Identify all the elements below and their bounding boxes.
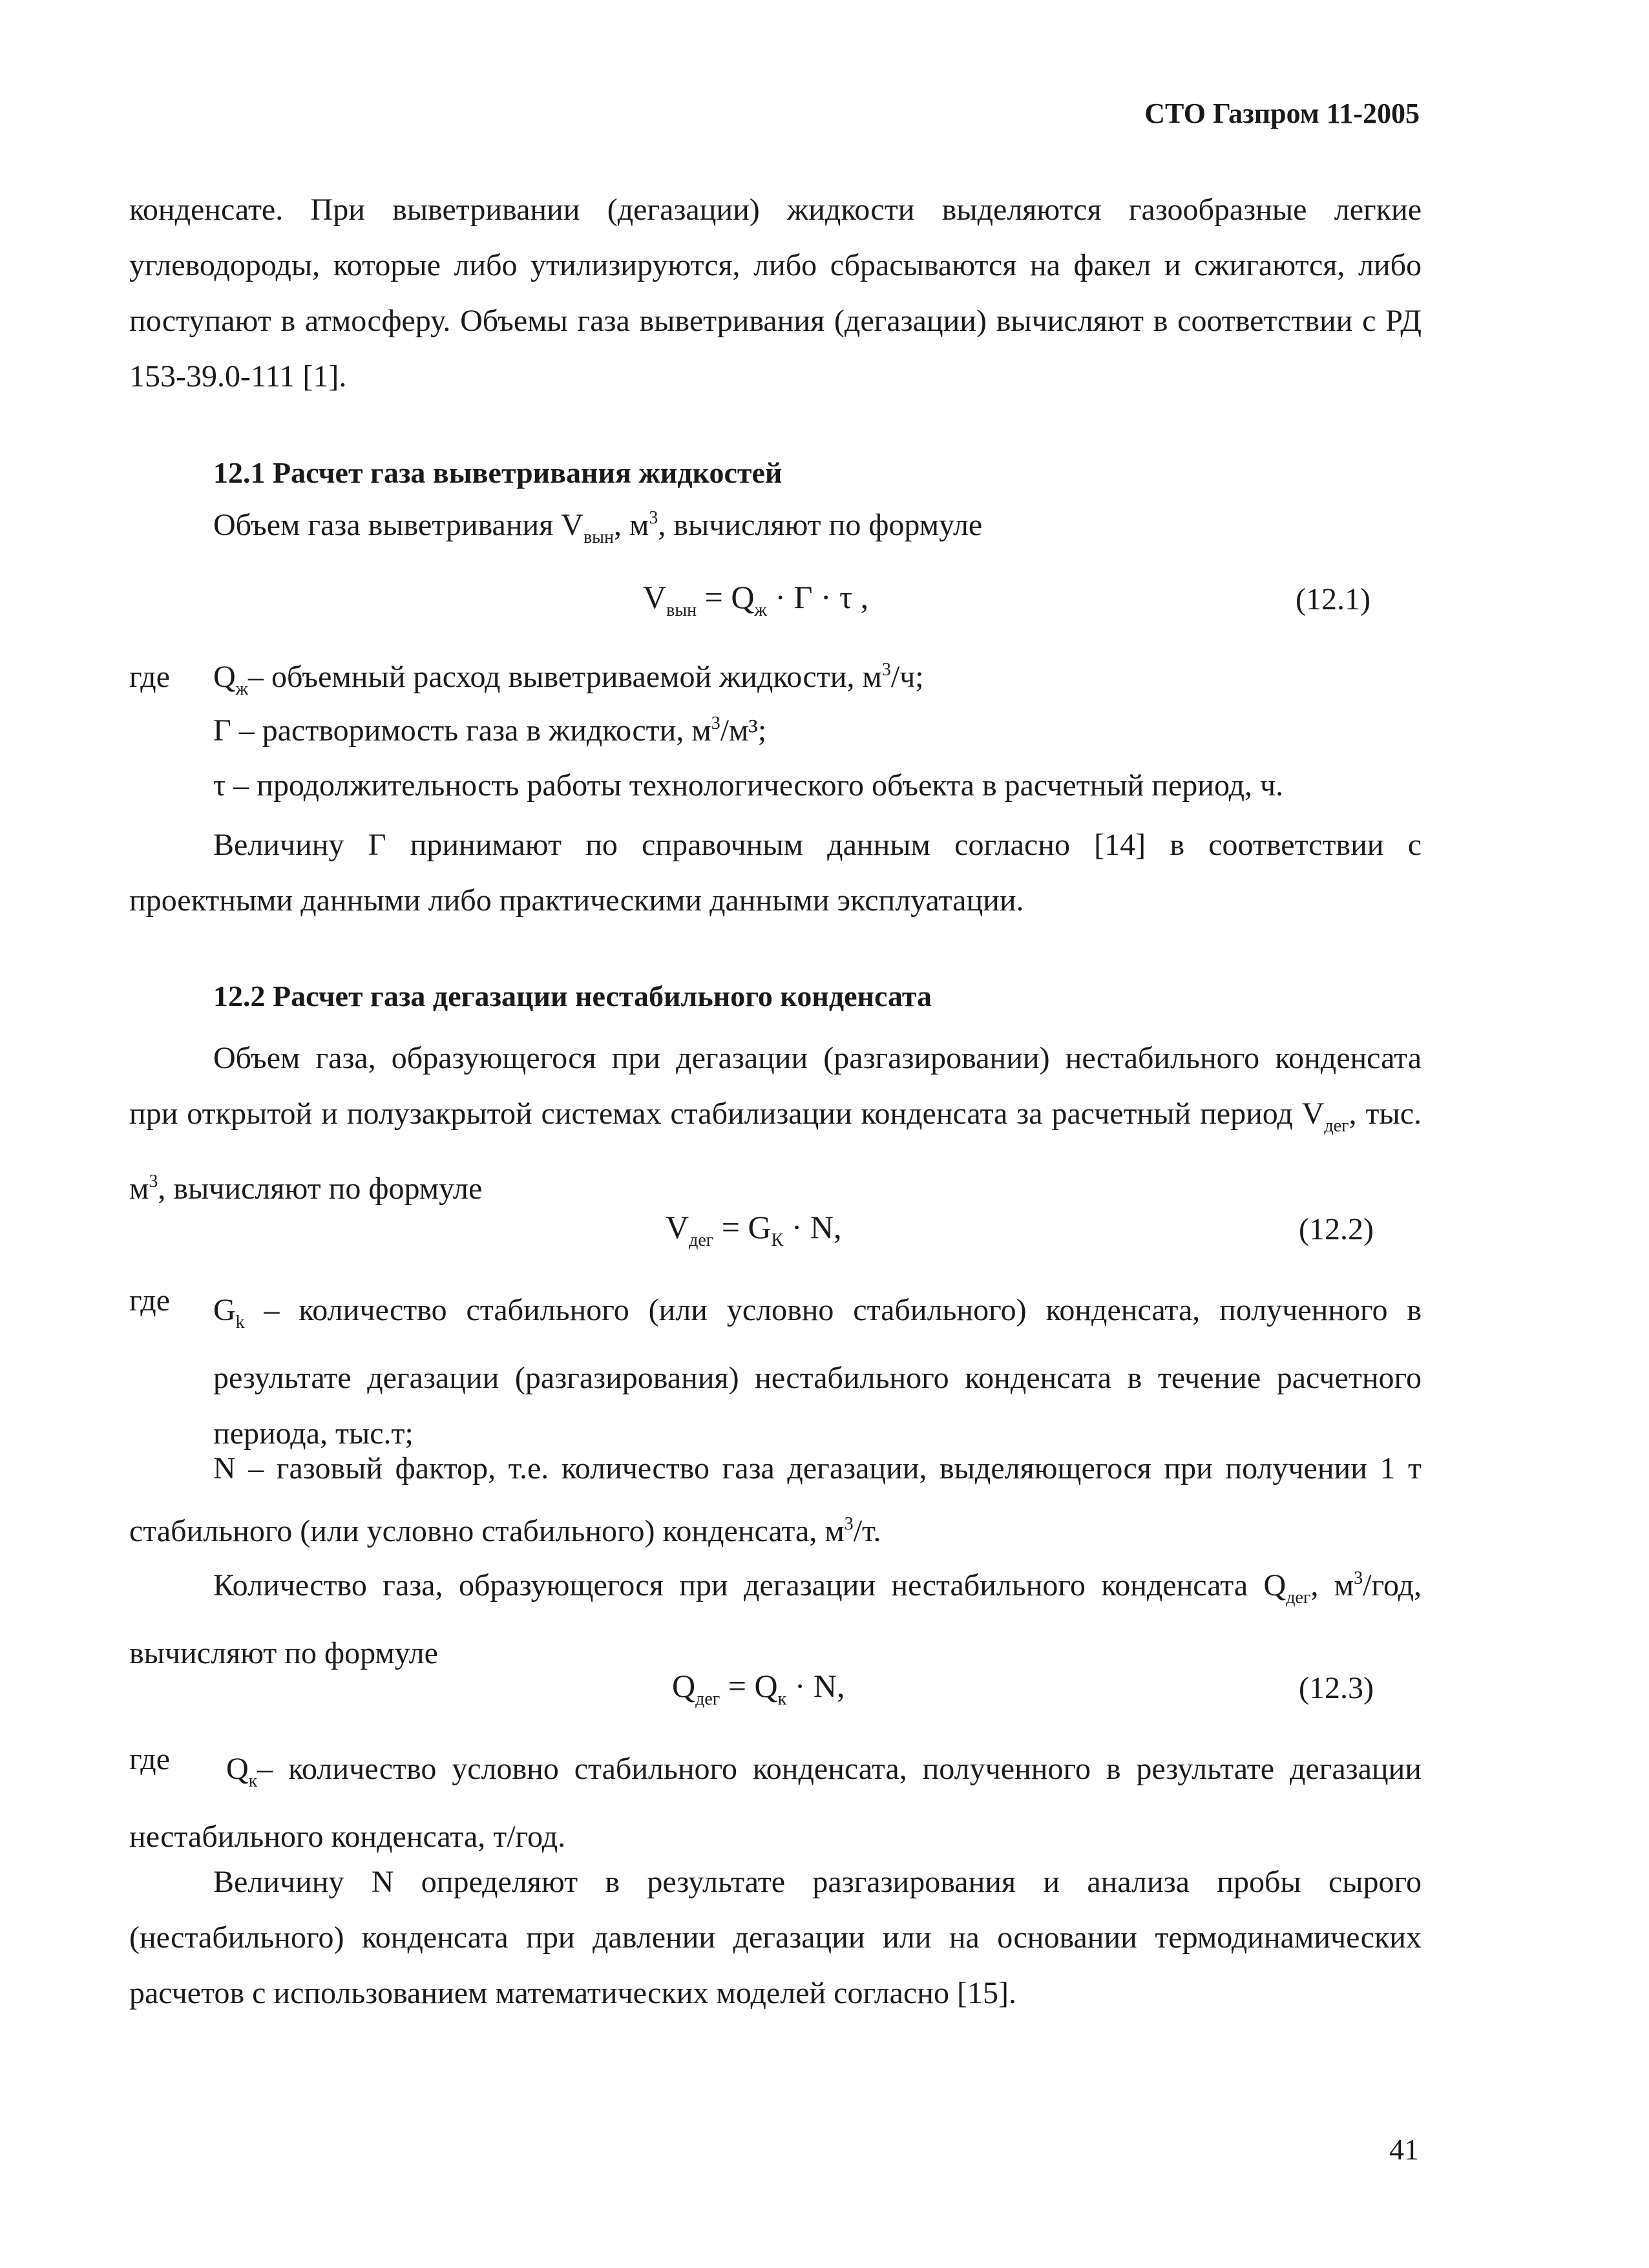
formula-symbol: · N, — [783, 1209, 842, 1245]
lead-text: , тыс. м — [129, 1097, 1422, 1206]
def-text: – количество стабильного (или условно стабильного) конденсата, полученного в результате дегазации (разгазирования) нестабильного конденсата в течение расчетного периода, тыс.т; — [213, 1293, 1422, 1451]
lead-text: , м — [613, 508, 649, 542]
definition-q-liquid — [213, 659, 924, 700]
definition-duration — [213, 768, 1283, 803]
formula-subscript: к — [777, 1689, 787, 1709]
formula-symbol: = Q — [697, 579, 755, 615]
formula-symbol: V — [643, 579, 667, 615]
lead-superscript: 3 — [649, 508, 658, 528]
lead-subscript: дег — [1324, 1116, 1349, 1136]
equation-number-12-3: (12.3) — [1299, 1671, 1374, 1705]
formula-symbol: = Q — [720, 1668, 778, 1704]
def-superscript: 3 — [881, 660, 891, 680]
equation-number-12-2: (12.2) — [1299, 1212, 1374, 1246]
page-number: 41 — [1389, 2133, 1419, 2166]
def-symbol: Q — [213, 660, 236, 694]
definition-g-stable — [213, 1283, 1422, 1462]
formula-subscript: дег — [695, 1689, 720, 1709]
formula-12-3 — [672, 1667, 845, 1710]
where-label: где — [129, 1742, 171, 1776]
document-header: СТО Газпром 11-2005 — [1144, 98, 1420, 129]
def-superscript: 3 — [844, 1514, 854, 1534]
section-12-2-lead — [129, 1031, 1422, 1217]
definition-gas-factor — [129, 1441, 1422, 1559]
formula-12-1 — [643, 578, 868, 621]
solubility-note: Величину Г принимают по справочным данным согласно [14] в соответствии с проектными данными либо практическими данными эксплуатации. — [129, 828, 1422, 918]
lead-superscript: 3 — [149, 1171, 158, 1192]
def-symbol: G — [213, 1293, 236, 1327]
def-text: – растворимость газа в жидкости, м — [231, 713, 711, 748]
lead-text: Объем газа выветривания V — [213, 508, 583, 542]
def-subscript: к — [248, 1771, 258, 1791]
where-label: где — [129, 660, 171, 694]
quantity-paragraph — [129, 1551, 1422, 1681]
def-subscript: k — [235, 1312, 245, 1332]
formula-subscript: вын — [666, 600, 697, 620]
intro-paragraph: конденсате. При выветривании (дегазации) жидкости выделяются газообразные легкие углеводороды, которые либо утилизируются, либо сбрасываются на факел и сжигаются, либо поступают в атмосферу. Объемы газа выветривания (дегазации) вычисляют в соответствии с РД 153-39.0-111 [1]. — [129, 193, 1422, 394]
lead-subscript: вын — [583, 527, 614, 547]
lead-text: , вычисляют по формуле — [658, 508, 983, 542]
quantity-superscript: 3 — [1354, 1568, 1363, 1588]
def-text: – количество условно стабильного конденсата, полученного в результате дегазации нестабильного конденсата, т/год. — [129, 1752, 1422, 1854]
formula-symbol: = G — [713, 1209, 772, 1245]
def-superscript: 3 — [711, 713, 720, 733]
lead-text: , вычисляют по формуле — [158, 1171, 483, 1206]
formula-subscript: дег — [689, 1230, 714, 1250]
section-heading-12-2: 12.2 Расчет газа дегазации нестабильного конденсата — [213, 980, 932, 1013]
quantity-text: /год, вычисляют по формуле — [129, 1568, 1422, 1670]
def-text: /м³; — [720, 713, 767, 748]
def-text: /ч; — [890, 660, 924, 694]
final-paragraph: Величину N определяют в результате разгазирования и анализа пробы сырого (нестабильного) конденсата при давлении дегазации или на основании термодинамических расчетов с использованием математических моделей согласно [15]. — [129, 1865, 1422, 2010]
def-text: – объемный расход выветриваемой жидкости, м — [248, 660, 882, 694]
lead-text: Объем газа, образующегося при дегазации (разгазировании) нестабильного конденсата при открытой и полузакрытой системах стабилизации конденсата за расчетный период V — [129, 1041, 1422, 1131]
formula-symbol: Q — [672, 1668, 696, 1704]
def-text: /т. — [853, 1514, 881, 1548]
formula-symbol: V — [666, 1209, 689, 1245]
def-text: – продолжительность работы технологического объекта в расчетный период, ч. — [226, 768, 1284, 803]
formula-subscript: ж — [754, 600, 767, 620]
formula-symbol: · N, — [786, 1668, 845, 1704]
quantity-text: , м — [1310, 1568, 1354, 1602]
where-label: где — [129, 1283, 171, 1318]
def-symbol: τ — [213, 768, 226, 803]
formula-symbol: · Г · τ , — [766, 579, 869, 615]
definition-solubility — [213, 713, 766, 748]
quantity-text: Количество газа, образующегося при дегазации нестабильного конденсата Q — [213, 1568, 1287, 1602]
definition-q-conditional — [129, 1741, 1422, 1865]
def-text: N – газовый фактор, т.е. количество газа дегазации, выделяющегося при получении 1 т стабильного (или условно стабильного) конденсата, м — [129, 1451, 1422, 1548]
equation-number-12-1: (12.1) — [1296, 582, 1371, 616]
formula-12-2 — [666, 1208, 842, 1251]
def-symbol: Q — [226, 1752, 249, 1786]
def-symbol: Г — [213, 713, 231, 748]
section-heading-12-1: 12.1 Расчет газа выветривания жидкостей — [213, 456, 782, 489]
formula-subscript: К — [771, 1230, 784, 1250]
def-subscript: ж — [235, 679, 249, 699]
section-12-1-lead — [213, 507, 982, 548]
quantity-subscript: дег — [1286, 1588, 1311, 1608]
